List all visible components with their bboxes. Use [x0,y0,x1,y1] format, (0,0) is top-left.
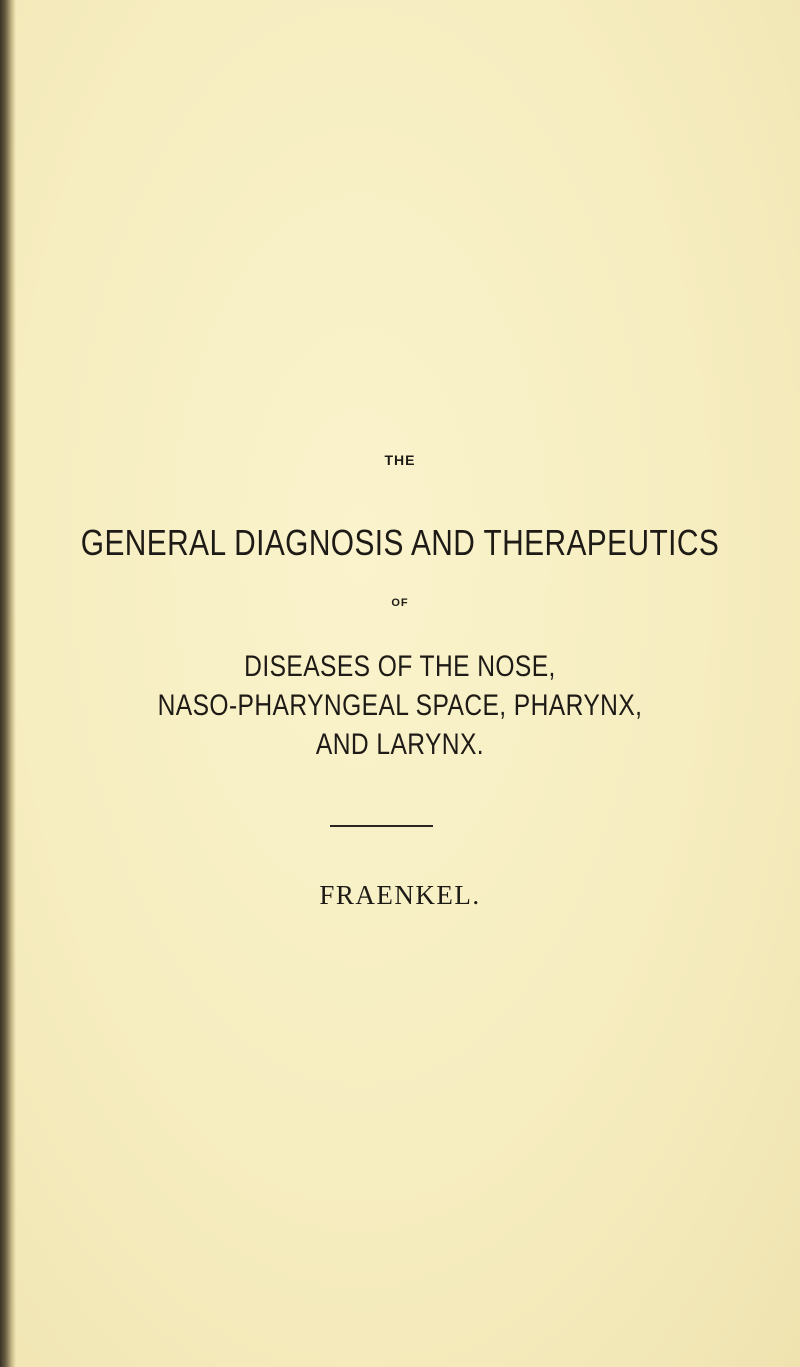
subtitle-line-1: DISEASES OF THE NOSE, [244,650,556,683]
page-binding-edge [0,0,16,1367]
subtitle-line-3: AND LARYNX. [315,728,485,761]
subtitle-line-2: NASO-PHARYNGEAL SPACE, PHARYNX, [157,689,643,722]
title-connector-of: OF [391,597,409,609]
title-article: THE [384,452,416,468]
main-title: GENERAL DIAGNOSIS AND THERAPEUTICS [80,522,720,563]
author-name: FRAENKEL. [319,880,481,910]
horizontal-rule [330,825,433,827]
